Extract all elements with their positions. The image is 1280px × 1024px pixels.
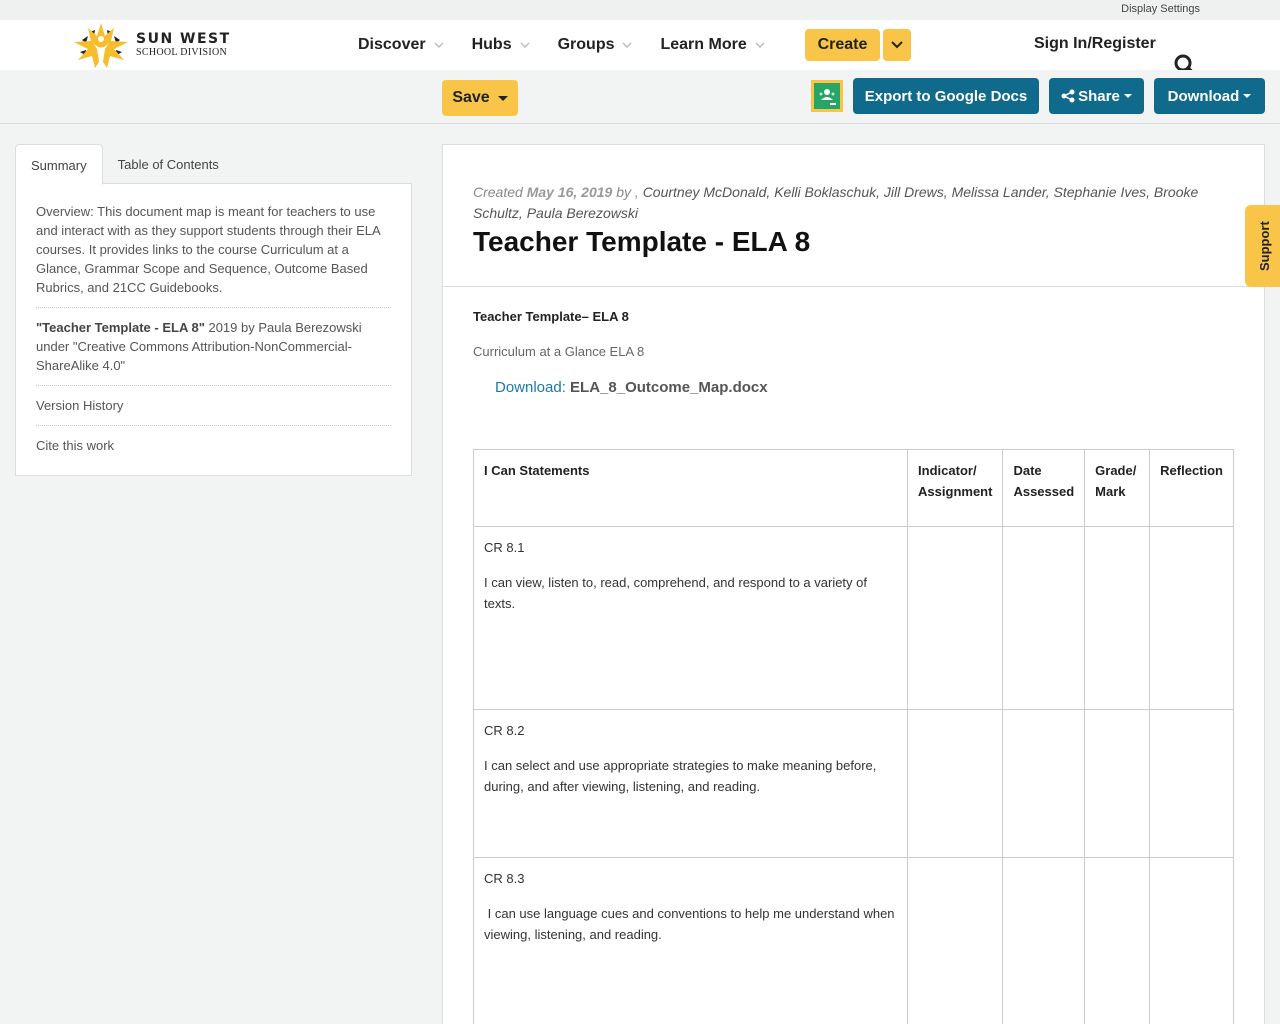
support-tab[interactable] (1245, 205, 1280, 287)
cite-this-work-link[interactable]: Cite this work (36, 438, 115, 453)
nav-hubs[interactable] (472, 36, 558, 54)
created-prefix: Created (473, 184, 527, 200)
table-row (474, 710, 1234, 858)
share-icon (1061, 89, 1075, 103)
nav-discover[interactable] (358, 36, 472, 54)
chevron-down-icon (891, 40, 903, 50)
table-header-row (474, 450, 1234, 527)
export-google-docs-button[interactable]: Export to Google Docs (853, 78, 1039, 114)
logo[interactable] (70, 22, 231, 68)
outcomes-table (473, 449, 1234, 1024)
primary-nav (358, 20, 793, 70)
caret-down-icon (498, 96, 508, 101)
document-header (443, 145, 1264, 287)
utility-bar (0, 0, 1280, 20)
overview-text: Overview: This document map is meant for teachers to use and interact with as they support students through their ELA courses. It provides links to the course Curriculum at a Glance, Grammar Scope and Sequence, Outcome Based Rubrics, and 21CC Guidebooks. (36, 192, 391, 308)
google-classroom-icon (814, 83, 840, 109)
indicator-cell (908, 527, 1003, 710)
version-history-link[interactable]: Version History (36, 386, 391, 426)
caret-down-icon (1124, 94, 1132, 98)
statement-cell (474, 858, 908, 1024)
date-cell (1003, 858, 1085, 1024)
logo-subtitle: SCHOOL DIVISION (136, 47, 228, 58)
chevron-down-icon (520, 40, 530, 50)
indicator-cell (908, 858, 1003, 1024)
create-dropdown-button[interactable] (883, 29, 911, 61)
reflection-cell (1150, 858, 1234, 1024)
reflection-cell (1150, 710, 1234, 858)
created-date: May 16, 2019 (526, 184, 613, 200)
chevron-down-icon (434, 40, 444, 50)
header-reflection: Reflection (1150, 450, 1234, 527)
create-button[interactable]: Create (805, 29, 880, 61)
display-settings-link[interactable]: Display Settings (1121, 3, 1200, 15)
sidebar (15, 144, 412, 476)
authors-list: Courtney McDonald, Kelli Boklaschuk, Jill Drews, Melissa Lander, Stephanie Ives, Brooke Schultz, Paula Berezowski (473, 184, 1199, 221)
document-meta (473, 182, 1234, 224)
by-text: by , (612, 184, 643, 200)
sidebar-tabs (15, 144, 412, 184)
logo-title: SUN WEST (136, 31, 231, 47)
download-link-label[interactable]: Download: (495, 379, 571, 396)
license-info (36, 308, 391, 386)
caret-down-icon (1243, 94, 1251, 98)
header-grade: Grade/ Mark (1085, 450, 1150, 527)
outcome-code: CR 8.2 (484, 723, 525, 738)
nav-learn-more[interactable] (660, 36, 792, 54)
tab-summary[interactable]: Summary (15, 144, 103, 185)
header-date: Date Assessed (1003, 450, 1085, 527)
header-i-can: I Can Statements (474, 450, 908, 527)
header-indicator: Indicator/ Assignment (908, 450, 1003, 527)
share-label: Share (1078, 87, 1120, 105)
outcome-statement: I can view, listen to, read, comprehend, and respond to a variety of texts. (484, 575, 867, 611)
outcome-statement: I can select and use appropriate strategies to make meaning before, during, and after viewing, listening, and reading. (484, 758, 877, 794)
attachment-download (495, 379, 1234, 396)
table-row (474, 527, 1234, 710)
document-body (443, 287, 1264, 1024)
statement-cell (474, 710, 908, 858)
grade-cell (1085, 710, 1150, 858)
sun-logo-icon (70, 22, 132, 68)
outcome-code: CR 8.3 (484, 871, 525, 886)
nav-groups[interactable] (558, 36, 661, 54)
table-row (474, 858, 1234, 1024)
main-nav (0, 20, 1280, 70)
nav-groups-label: Groups (557, 36, 615, 53)
date-cell (1003, 527, 1085, 710)
page-title: Teacher Template - ELA 8 (473, 226, 811, 257)
date-cell (1003, 710, 1085, 858)
download-file-link[interactable]: ELA_8_Outcome_Map.docx (570, 379, 768, 396)
nav-hubs-label: Hubs (471, 36, 512, 53)
sign-in-register-link[interactable]: Sign In/Register (1034, 35, 1156, 52)
tab-table-of-contents[interactable]: Table of Contents (117, 156, 219, 172)
license-text: 2019 by Paula Berezowski under "Creative Commons Attribution-NonCommercial-ShareAlike 4.0" (36, 320, 362, 373)
nav-learn-more-label: Learn More (660, 36, 747, 53)
support-label: Support (1257, 221, 1272, 271)
document-content (442, 144, 1265, 1024)
chevron-down-icon (755, 40, 765, 50)
nav-discover-label: Discover (358, 36, 426, 53)
google-classroom-button[interactable] (811, 80, 843, 112)
grade-cell (1085, 527, 1150, 710)
summary-panel (15, 183, 412, 476)
outcome-code: CR 8.1 (484, 540, 525, 555)
outcome-statement: I can use language cues and conventions to help me understand when viewing, listening, and reading. (484, 906, 899, 942)
grade-cell (1085, 858, 1150, 1024)
download-button[interactable] (1154, 78, 1265, 114)
license-title: "Teacher Template - ELA 8" (36, 320, 205, 335)
statement-cell (474, 527, 908, 710)
save-label: Save (452, 89, 490, 106)
chevron-down-icon (622, 40, 632, 50)
share-button[interactable] (1049, 78, 1144, 114)
download-label: Download (1167, 87, 1240, 105)
save-button[interactable] (442, 80, 518, 116)
document-toolbar (0, 70, 1280, 124)
document-subtitle: Teacher Template– ELA 8 (473, 309, 629, 324)
reflection-cell (1150, 527, 1234, 710)
indicator-cell (908, 710, 1003, 858)
curriculum-glance-text: Curriculum at a Glance ELA 8 (473, 344, 645, 359)
